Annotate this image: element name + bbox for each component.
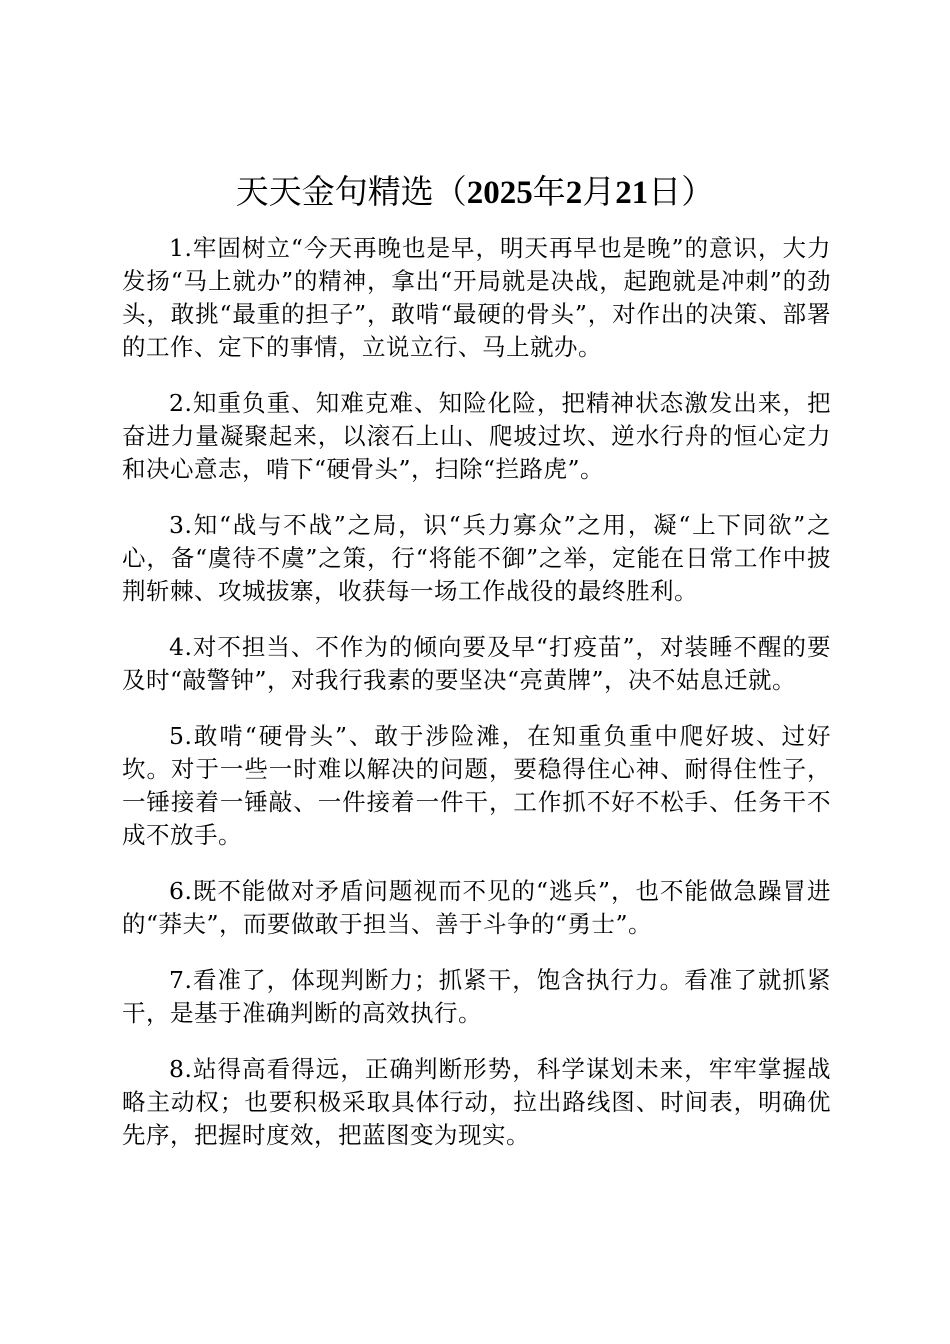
title-year-unit: 年: [532, 172, 566, 211]
quote-item-2: 2.知重负重、知难克难、知险化险，把精神状态激发出来，把奋进力量凝聚起来，以滚石上山、爬坡过坎、逆水行舟的恒心定力和决心意志，啃下“硬骨头”，扫除“拦路虎”。: [122, 389, 831, 483]
title-suffix: 日）: [648, 172, 715, 211]
title-day: 21: [615, 175, 649, 211]
quote-item-4: 4.对不担当、不作为的倾向要及早“打疫苗”，对装睡不醒的要及时“敲警钟”，对我行我素的要坚决“亮黄牌”，决不姑息迁就。: [122, 633, 831, 694]
quote-item-7: 7.看准了，体现判断力；抓紧干，饱含执行力。看准了就抓紧干，是基于准确判断的高效执行。: [122, 966, 831, 1027]
title-month: 2: [565, 175, 583, 211]
quote-item-8: 8.站得高看得远，正确判断形势，科学谋划未来，牢牢掌握战略主动权；也要积极采取具体行动，拉出路线图、时间表，明确优先序，把握时度效，把蓝图变为现实。: [122, 1055, 831, 1149]
quote-item-1: 1.牢固树立“今天再晚也是早，明天再早也是晚”的意识，大力发扬“马上就办”的精神，拿出“开局就是决战，起跑就是冲刺”的劲头，敢挑“最重的担子”，敢啃“最硬的骨头”，对作出的决策、部署的工作、定下的事情，立说立行、马上就办。: [122, 234, 831, 361]
page-title: [0, 170, 950, 215]
quote-item-6: 6.既不能做对矛盾问题视而不见的“逃兵”，也不能做急躁冒进的“莽夫”，而要做敢于担当、善于斗争的“勇士”。: [122, 877, 831, 938]
quote-list: [122, 232, 831, 1175]
quote-item-5: 5.敢啃“硬骨头”、敢于涉险滩，在知重负重中爬好坡、过好坎。对于一些一时难以解决的问题，要稳得住心神、耐得住性子，一锤接着一锤敲、一件接着一件干，工作抓不好不松手、任务干不成不放手。: [122, 722, 831, 849]
title-year: 2025: [466, 175, 533, 211]
title-prefix: 天天金句精选（: [235, 172, 467, 211]
quote-item-3: 3.知“战与不战”之局，识“兵力寡众”之用，凝“上下同欲”之心，备“虞待不虞”之策，行“将能不御”之举，定能在日常工作中披荆斩棘、攻城拔寨，收获每一场工作战役的最终胜利。: [122, 511, 831, 605]
title-month-unit: 月: [582, 172, 616, 211]
